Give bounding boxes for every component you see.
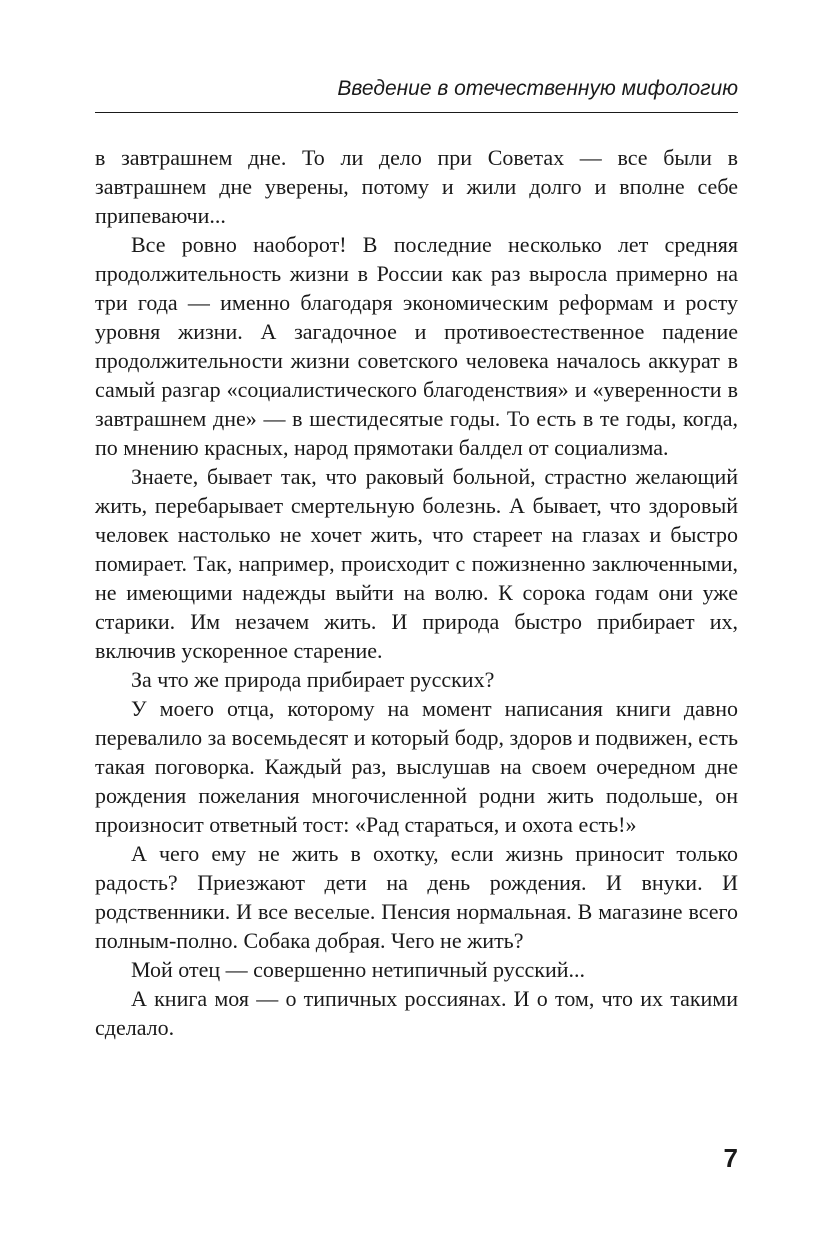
- header-rule: [95, 112, 738, 113]
- paragraph-6: А чего ему не жить в охотку, если жизнь приносит только радость? Приезжают дети на день рождения. И внуки. И родственники. И все веселые. Пенсия нормальная. В магазине всего полным-полно. Собака добрая. Чего не жить?: [95, 841, 738, 953]
- paragraph-1: в завтрашнем дне. То ли дело при Советах — все были в завтрашнем дне уверены, потому и жили долго и вполне себе припеваючи...: [95, 145, 738, 228]
- paragraph-8: А книга моя — о типичных россиянах. И о том, что их такими сделало.: [95, 986, 738, 1040]
- running-head-title: Введение в отечественную мифологию: [337, 77, 738, 100]
- body-text: [95, 143, 738, 1042]
- page-number: 7: [723, 1143, 738, 1173]
- paragraph-4: За что же природа прибирает русских?: [131, 667, 495, 692]
- paragraph-2: Все ровно наоборот! В последние несколько лет средняя продолжительность жизни в России как раз выросла примерно на три года — именно благодаря экономическим реформам и росту уровня жизни. А загадочное и противоестественное падение продолжительности жизни советского человека началось аккурат в самый разгар «социалистического благоденствия» и «уверенности в завтрашнем дне» — в шестидесятые годы. То есть в те годы, когда, по мнению красных, народ прямотаки балдел от социализма.: [95, 232, 738, 460]
- paragraph-7: Мой отец — совершенно нетипичный русский...: [131, 957, 586, 982]
- paragraph-3: Знаете, бывает так, что раковый больной, страстно желающий жить, перебарывает смертельную болезнь. А бывает, что здоровый человек настолько не хочет жить, что стареет на глазах и быстро помирает. Так, например, происходит с пожизненно заключенными, не имеющими надежды выйти на волю. К сорока годам они уже старики. Им незачем жить. И природа быстро прибирает их, включив ускоренное старение.: [95, 464, 738, 663]
- paragraph-5: У моего отца, которому на момент написания книги давно перевалило за восемьдесят и который бодр, здоров и подвижен, есть такая поговорка. Каждый раз, выслушав на своем очередном дне рождения пожелания многочисленной родни жить подольше, он произносит ответный тост: «Рад стараться, и охота есть!»: [95, 696, 738, 837]
